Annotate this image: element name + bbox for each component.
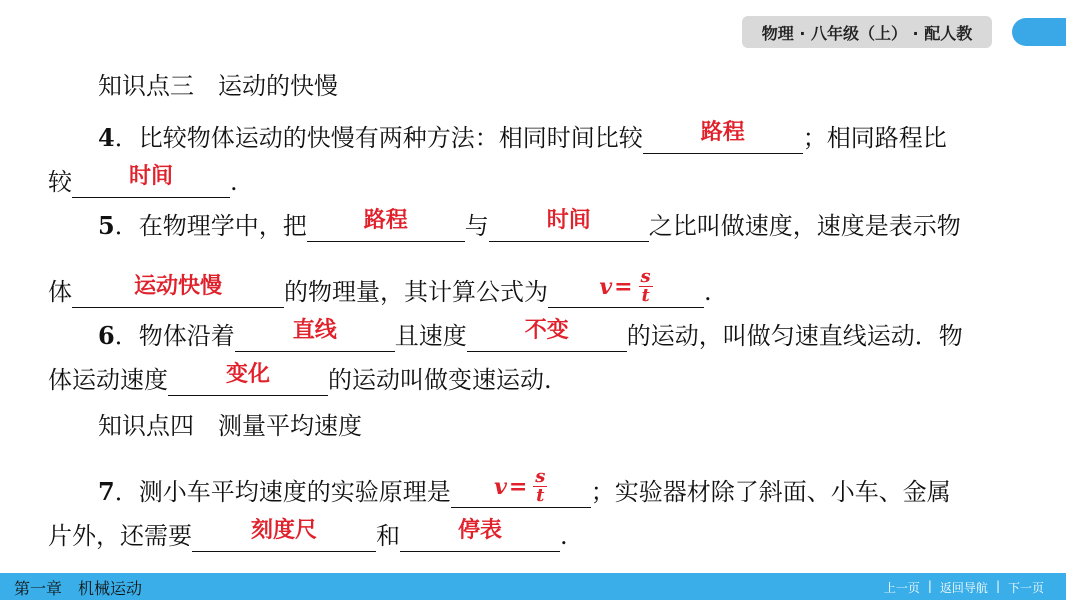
question-text: 体 [48, 278, 72, 306]
question-7-line-1 [98, 466, 951, 508]
back-to-nav-link[interactable]: 返回导航 [939, 581, 988, 595]
answer-blank [489, 208, 649, 242]
formula-equals: = [508, 473, 528, 500]
question-7-line-2 [48, 520, 568, 552]
question-6-line-2 [48, 364, 552, 396]
answer-blank [643, 120, 803, 154]
answer-blank [72, 164, 230, 198]
question-text: 和 [376, 522, 400, 550]
answer-text: 变化 [225, 362, 270, 387]
subject-badge: 物理 · 八年级（上） · 配人教 [742, 16, 992, 48]
formula-numerator: s [535, 466, 546, 487]
answer-text: 时间 [546, 208, 591, 233]
answer-text: 停表 [457, 518, 502, 543]
answer-text: 路程 [363, 208, 408, 233]
answer-blank [400, 518, 560, 552]
question-text: 且速度 [394, 322, 467, 350]
section-title-3: 知识点三 运动的快慢 [98, 72, 338, 100]
question-number: 6 [98, 321, 115, 350]
header-decoration [1012, 18, 1066, 46]
prev-page-link[interactable]: 上一页 [883, 581, 920, 595]
footer-bar [0, 573, 1066, 600]
answer-blank [467, 318, 627, 352]
next-page-link[interactable]: 下一页 [1007, 581, 1044, 595]
answer-blank [307, 208, 465, 242]
answer-text: 不变 [524, 318, 569, 343]
question-text: 体运动速度 [48, 366, 168, 394]
question-number: 5 [98, 211, 115, 240]
formula-denominator: t [641, 285, 650, 306]
formula-fraction [533, 468, 547, 505]
formula-lhs: v [599, 273, 613, 300]
question-text: 之比叫做速度，速度是表示物 [648, 212, 961, 240]
section-title-4: 知识点四 测量平均速度 [98, 412, 362, 440]
answer-text: 刻度尺 [250, 518, 317, 543]
question-5-line-1 [98, 210, 961, 242]
question-5-line-2 [48, 266, 712, 308]
question-4-line-2 [48, 166, 238, 198]
question-6-line-1 [98, 320, 963, 352]
answer-text: 运动快慢 [133, 274, 222, 299]
nav-separator: | [927, 579, 932, 593]
answer-blank [168, 362, 328, 396]
formula-denominator: t [536, 485, 545, 506]
answer-text: 直线 [292, 318, 337, 343]
chapter-title: 第一章 机械运动 [14, 579, 143, 598]
speed-formula [451, 468, 591, 505]
nav-separator: | [995, 579, 1000, 593]
question-number: 4 [98, 123, 115, 152]
answer-blank [235, 318, 395, 352]
slide-navigation [884, 579, 1044, 596]
formula-fraction [639, 268, 653, 305]
question-text: ；相同路程比 [802, 124, 947, 152]
question-text: . [560, 522, 568, 550]
speed-formula [548, 268, 704, 305]
question-text: 的运动叫做变速运动. [328, 366, 552, 394]
question-text: ．比较物体运动的快慢有两种方法：相同时间比较 [114, 124, 643, 152]
question-text: 较 [48, 168, 72, 196]
question-text: ；实验器材除了斜面、小车、金属 [590, 478, 951, 506]
formula-numerator: s [640, 266, 651, 287]
question-text: ．在物理学中，把 [114, 212, 307, 240]
question-text: 的运动，叫做匀速直线运动．物 [626, 322, 963, 350]
answer-text: 路程 [700, 120, 745, 145]
question-text: ．测小车平均速度的实验原理是 [114, 478, 451, 506]
formula-lhs: v [494, 473, 507, 500]
formula-blank [548, 266, 704, 308]
formula-blank [451, 466, 591, 508]
answer-blank [72, 274, 284, 308]
question-text: . [230, 168, 238, 196]
formula-equals: = [614, 273, 633, 300]
question-text: ．物体沿着 [114, 322, 235, 350]
question-4-line-1 [98, 122, 947, 154]
question-number: 7 [98, 477, 115, 506]
question-text: 与 [464, 212, 489, 240]
question-text: 的物理量，其计算公式为 [284, 278, 548, 306]
question-text: . [704, 278, 712, 306]
answer-text: 时间 [128, 164, 173, 189]
question-text: 片外，还需要 [48, 522, 192, 550]
answer-blank [192, 518, 376, 552]
